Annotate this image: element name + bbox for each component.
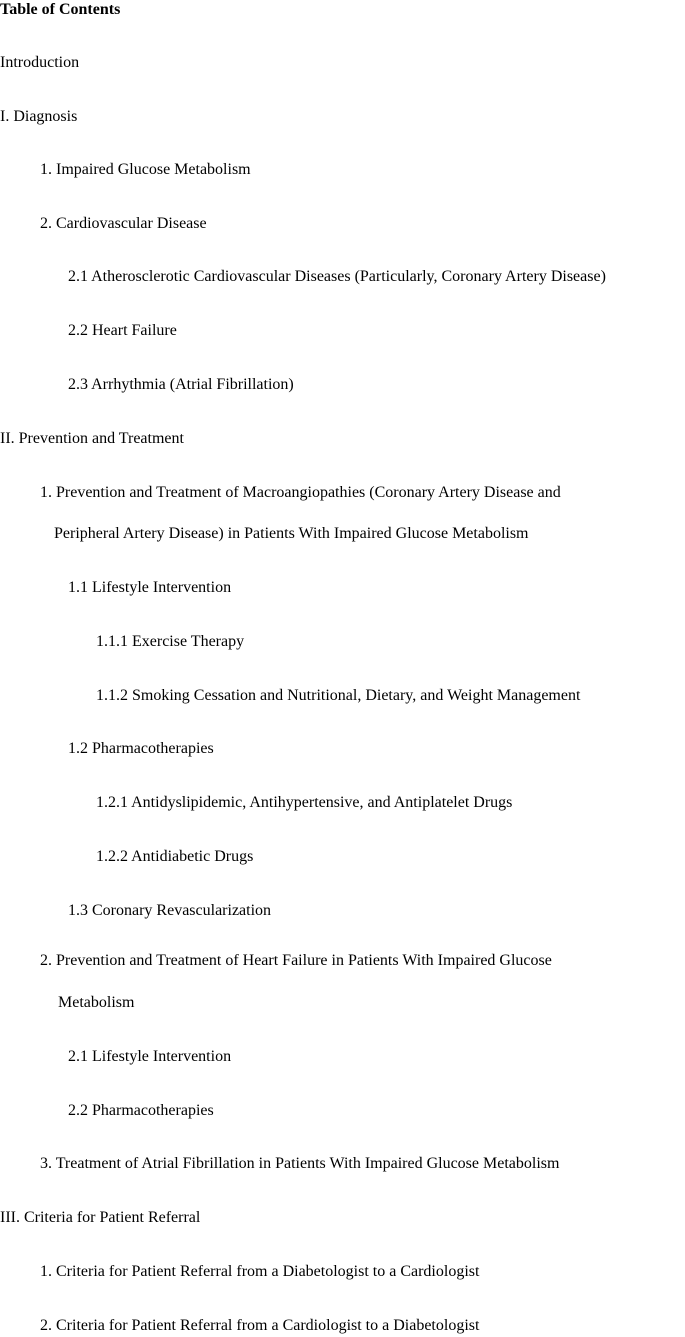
toc-section-diagnosis: I. Diagnosis — [0, 108, 78, 125]
toc-section-prevention-treatment: II. Prevention and Treatment — [0, 430, 184, 447]
toc-item-heart-failure-treatment-line2: Metabolism — [58, 994, 135, 1011]
toc-item-exercise-therapy: 1.1.1 Exercise Therapy — [96, 633, 245, 650]
toc-item-lifestyle-intervention: 1.1 Lifestyle Intervention — [68, 579, 232, 596]
toc-item-heart-failure-treatment-line1: 2. Prevention and Treatment of Heart Failure in Patients With Impaired Glucose — [40, 952, 552, 969]
toc-item-arrhythmia: 2.3 Arrhythmia (Atrial Fibrillation) — [68, 376, 294, 393]
toc-item-macroangiopathies-line1: 1. Prevention and Treatment of Macroangiopathies (Coronary Artery Disease and — [40, 484, 561, 501]
toc-item-referral-cardiologist-to-diabetologist: 2. Criteria for Patient Referral from a Cardiologist to a Diabetologist — [40, 1317, 480, 1334]
toc-item-antidyslipidemic-drugs: 1.2.1 Antidyslipidemic, Antihypertensive, and Antiplatelet Drugs — [96, 794, 513, 811]
toc-item-antidiabetic-drugs: 1.2.2 Antidiabetic Drugs — [96, 848, 254, 865]
toc-section-patient-referral: III. Criteria for Patient Referral — [0, 1209, 201, 1226]
toc-item-referral-diabetologist-to-cardiologist: 1. Criteria for Patient Referral from a Diabetologist to a Cardiologist — [40, 1263, 480, 1280]
toc-item-pharmacotherapies: 1.2 Pharmacotherapies — [68, 740, 214, 757]
toc-item-introduction: Introduction — [0, 54, 80, 71]
toc-item-atherosclerotic-cvd: 2.1 Atherosclerotic Cardiovascular Diseases (Particularly, Coronary Artery Disease) — [68, 268, 606, 285]
toc-title: Table of Contents — [0, 1, 121, 18]
toc-item-heart-failure: 2.2 Heart Failure — [68, 322, 177, 339]
toc-item-coronary-revascularization: 1.3 Coronary Revascularization — [68, 902, 272, 919]
toc-item-cardiovascular-disease: 2. Cardiovascular Disease — [40, 215, 207, 232]
toc-item-impaired-glucose-metabolism: 1. Impaired Glucose Metabolism — [40, 161, 251, 178]
toc-item-atrial-fibrillation-treatment: 3. Treatment of Atrial Fibrillation in Patients With Impaired Glucose Metabolism — [40, 1155, 560, 1172]
toc-item-smoking-cessation: 1.1.2 Smoking Cessation and Nutritional, Dietary, and Weight Management — [96, 687, 581, 704]
toc-item-macroangiopathies-line2: Peripheral Artery Disease) in Patients With Impaired Glucose Metabolism — [54, 525, 529, 542]
toc-item-hf-lifestyle-intervention: 2.1 Lifestyle Intervention — [68, 1048, 232, 1065]
toc-item-hf-pharmacotherapies: 2.2 Pharmacotherapies — [68, 1102, 214, 1119]
